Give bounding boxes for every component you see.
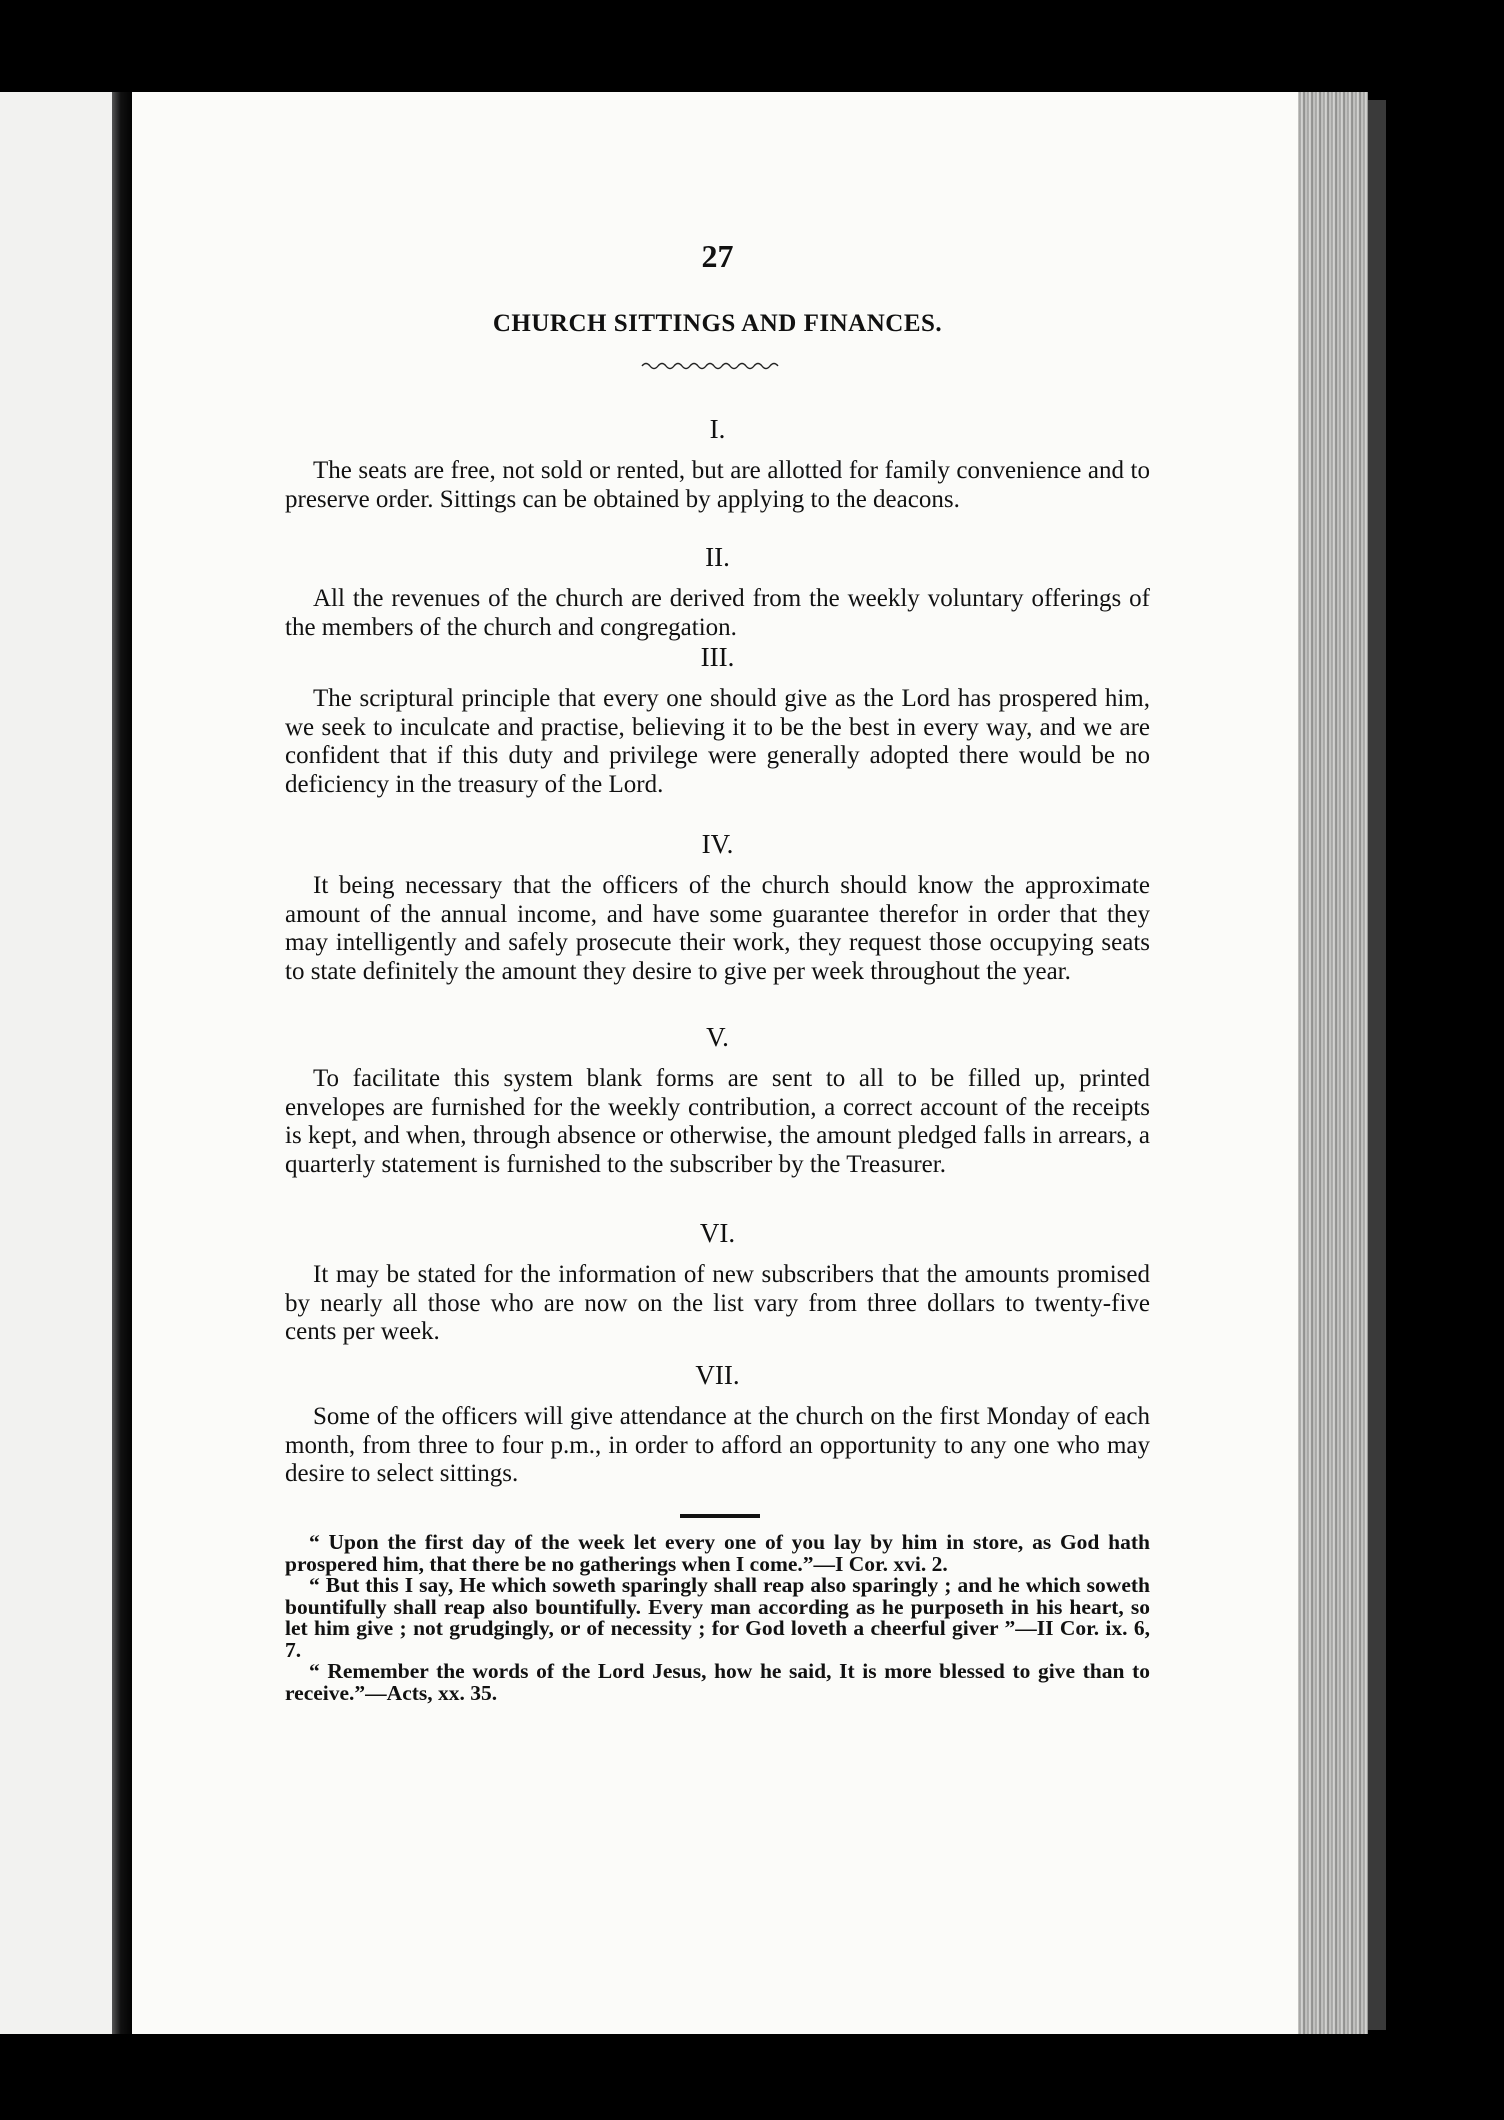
- left-page-edge: [0, 92, 120, 2034]
- section-numeral: III.: [700, 642, 735, 672]
- section-4: [285, 829, 1150, 986]
- section-numeral: I.: [709, 414, 726, 444]
- page-number: 27: [701, 238, 734, 274]
- footnote-1: “ Upon the first day of the week let every one of you lay by him in store, as God hath prospered him, that there be no gatherings when I come.”—I Cor. xvi. 2.: [285, 1530, 1150, 1576]
- book-cover-edge: [1368, 100, 1386, 2030]
- section-text: All the revenues of the church are derived from the weekly voluntary offerings of the members of the church and congregation.: [285, 585, 1150, 641]
- section-2: [285, 542, 1150, 642]
- section-numeral: VII.: [695, 1360, 740, 1390]
- book-gutter: [112, 92, 134, 2034]
- section-numeral: IV.: [701, 829, 734, 859]
- section-numeral: II.: [705, 542, 730, 572]
- footnote-2: “ But this I say, He which soweth sparingly shall reap also sparingly ; and he which soweth bountifully shall reap also bountifully. Every man according as he purposeth in his heart, so let him give ; not grudgingly, or of necessity ; for God loveth a cheerful giver ”—II Cor. ix. 6, 7.: [285, 1573, 1150, 1662]
- section-6: [285, 1218, 1150, 1347]
- section-1: [285, 414, 1150, 514]
- section-text: The seats are free, not sold or rented, but are allotted for family convenience and to preserve order. Sittings can be obtained by applying to the deacons.: [285, 457, 1150, 513]
- footnotes: [285, 1532, 1150, 1704]
- section-7: [285, 1360, 1150, 1489]
- section-text: To facilitate this system blank forms are sent to all to be filled up, printed envelopes are furnished for the weekly contribution, a correct account of the receipts is kept, and when, through absence or otherwise, the amount pledged falls in arrears, a quarterly statement is furnished to the subscriber by the Treasurer.: [285, 1065, 1150, 1178]
- page-title: CHURCH SITTINGS AND FINANCES.: [492, 310, 943, 337]
- section-5: [285, 1022, 1150, 1179]
- section-text: Some of the officers will give attendance at the church on the first Monday of each month, from three to four p.m., in order to afford an opportunity to any one who may desire to select sittings.: [285, 1403, 1150, 1487]
- section-text: It being necessary that the officers of the church should know the approximate amount of the annual income, and have some guarantee therefor in order that they may intelligently and safely prosecute their work, they request those occupying seats to state definitely the amount they desire to give per week throughout the year.: [285, 872, 1150, 985]
- divider-rule: [680, 1514, 760, 1518]
- section-text: It may be stated for the information of new subscribers that the amounts promised by nearly all those who are now on the list vary from three dollars to twenty-five cents per week.: [285, 1261, 1150, 1345]
- page-stack-edge: [1298, 92, 1368, 2034]
- section-numeral: V.: [706, 1022, 729, 1052]
- footnote-3: “ Remember the words of the Lord Jesus, how he said, It is more blessed to give than to receive.”—Acts, xx. 35.: [285, 1659, 1150, 1705]
- section-numeral: VI.: [699, 1218, 736, 1248]
- section-text: The scriptural principle that every one should give as the Lord has prospered him, we seek to inculcate and practise, believing it to be the best in every way, and we are confident that if this duty and privilege were generally adopted there would be no deficiency in the treasury of the Lord.: [285, 685, 1150, 798]
- section-3: [285, 642, 1150, 799]
- wavy-ornament-icon: [640, 360, 780, 372]
